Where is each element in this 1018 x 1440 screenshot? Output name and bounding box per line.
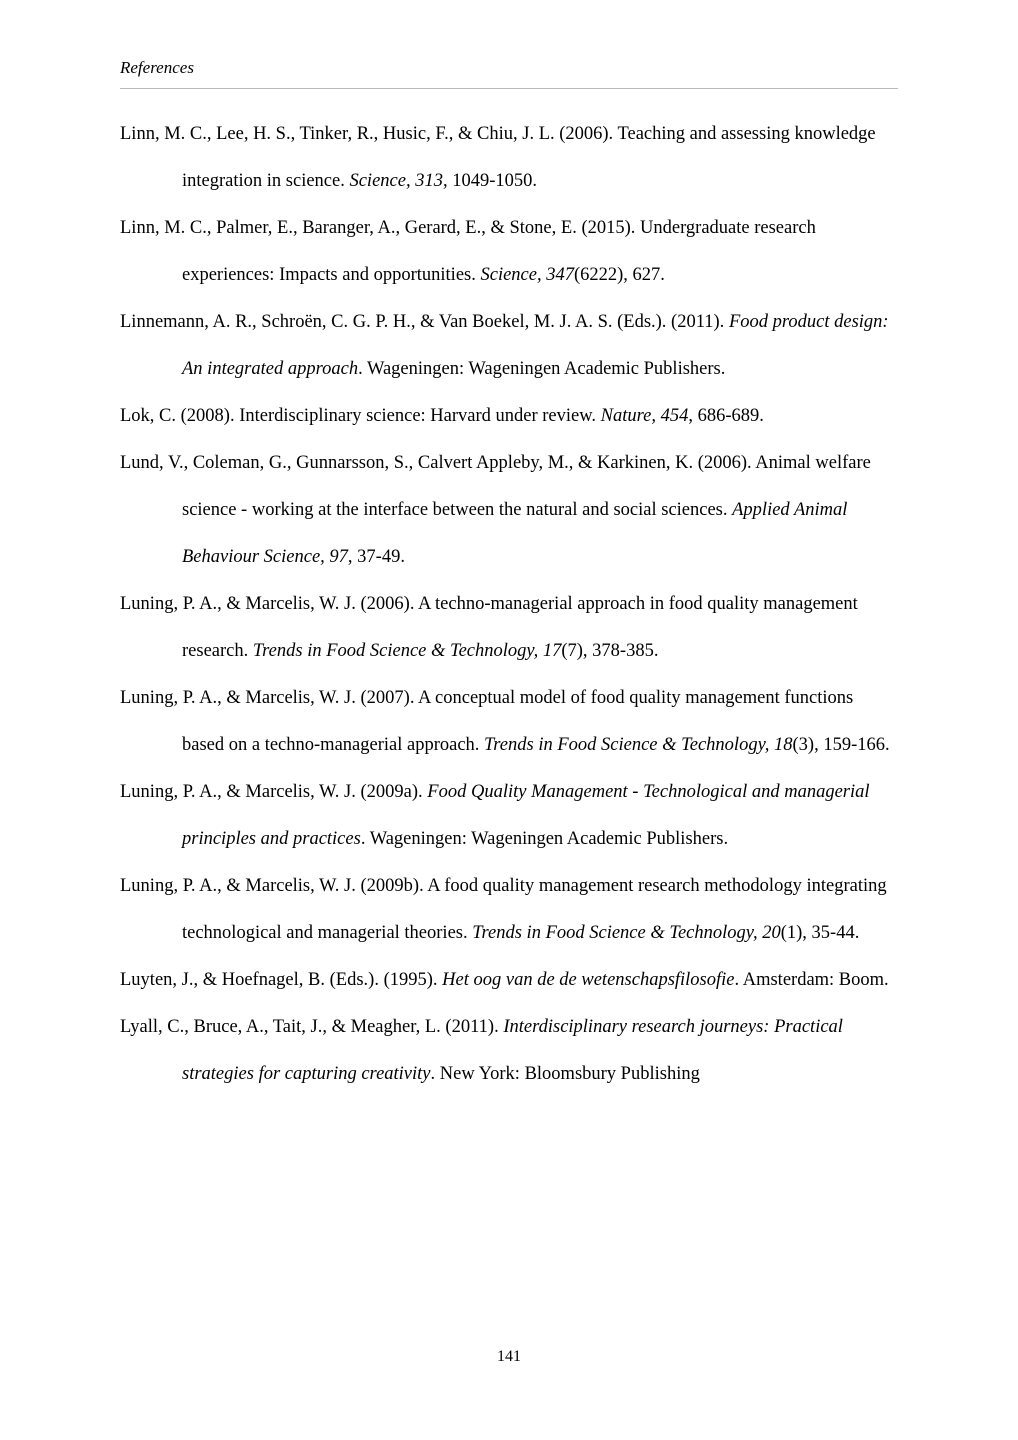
reference-text: . New York: Bloomsbury Publishing xyxy=(430,1064,700,1084)
reference-title-italic: Food product design: An integrated approach xyxy=(182,312,889,379)
reference-text: Lund, V., Coleman, G., Gunnarsson, S., Calvert Appleby, M., & Karkinen, K. (2006). Animal welfare science - working at the interface between the natural and social sciences. xyxy=(120,453,871,520)
reference-entry xyxy=(120,111,898,205)
references-list xyxy=(120,111,898,1098)
reference-text: , 1049-1050. xyxy=(442,171,538,191)
reference-text: . Amsterdam: Boom. xyxy=(734,970,889,990)
reference-entry xyxy=(120,581,898,675)
reference-text: . Wageningen: Wageningen Academic Publishers. xyxy=(358,359,726,379)
reference-text: Linnemann, A. R., Schroën, C. G. P. H., & Van Boekel, M. J. A. S. (Eds.). (2011). xyxy=(120,312,729,332)
reference-text: (3), 159-166. xyxy=(792,735,890,755)
reference-entry xyxy=(120,675,898,769)
reference-title-italic: Science, 347 xyxy=(480,265,574,285)
reference-text: Luyten, J., & Hoefnagel, B. (Eds.). (1995). xyxy=(120,970,443,990)
reference-entry xyxy=(120,769,898,863)
reference-entry xyxy=(120,1004,898,1098)
reference-text: Luning, P. A., & Marcelis, W. J. (2009a). xyxy=(120,782,428,802)
reference-text: (7), 378-385. xyxy=(561,641,659,661)
reference-text: Lok, C. (2008). Interdisciplinary science: Harvard under review. xyxy=(120,406,601,426)
reference-text: Luning, P. A., & Marcelis, W. J. (2006). A techno-managerial approach in food quality management research. xyxy=(120,594,858,661)
reference-title-italic: Science, 313 xyxy=(349,171,443,191)
reference-entry xyxy=(120,440,898,581)
reference-entry xyxy=(120,299,898,393)
reference-text: , 37-49. xyxy=(347,547,405,567)
reference-text: . Wageningen: Wageningen Academic Publishers. xyxy=(360,829,729,849)
reference-title-italic: Interdisciplinary research journeys: Practical strategies for capturing creativity xyxy=(182,1017,843,1084)
reference-entry xyxy=(120,393,898,440)
running-head: References xyxy=(120,58,194,77)
header-rule xyxy=(120,88,898,89)
page-footer xyxy=(0,1348,1018,1366)
reference-title-italic: Trends in Food Science & Technology, 17 xyxy=(252,641,562,661)
reference-entry xyxy=(120,205,898,299)
page-header xyxy=(120,0,898,89)
reference-title-italic: Applied Animal Behaviour Science, 97 xyxy=(182,500,848,567)
reference-text: (6222), 627. xyxy=(573,265,665,285)
reference-text: Luning, P. A., & Marcelis, W. J. (2007). A conceptual model of food quality management functions based on a techno-managerial approach. xyxy=(120,688,854,755)
reference-entry xyxy=(120,957,898,1004)
reference-text: Linn, M. C., Lee, H. S., Tinker, R., Husic, F., & Chiu, J. L. (2006). Teaching and assessing knowledge integration in science. xyxy=(120,124,876,191)
page-number: 141 xyxy=(497,1348,521,1365)
reference-entry xyxy=(120,863,898,957)
reference-text: Lyall, C., Bruce, A., Tait, J., & Meagher, L. (2011). xyxy=(120,1017,504,1037)
reference-title-italic: Food Quality Management - Technological and managerial principles and practices xyxy=(182,782,870,849)
reference-text: Linn, M. C., Palmer, E., Baranger, A., Gerard, E., & Stone, E. (2015). Undergraduate research experiences: Impacts and opportunities. xyxy=(120,218,816,285)
reference-title-italic: Het oog van de de wetenschapsfilosofie xyxy=(442,970,735,990)
reference-text: Luning, P. A., & Marcelis, W. J. (2009b). A food quality management research methodology integrating technological and managerial theories. xyxy=(120,876,887,943)
reference-title-italic: Trends in Food Science & Technology, 20 xyxy=(472,923,781,943)
reference-text: , 686-689. xyxy=(688,406,764,426)
reference-title-italic: Trends in Food Science & Technology, 18 xyxy=(484,735,793,755)
reference-title-italic: Nature, 454 xyxy=(600,406,689,426)
reference-text: (1), 35-44. xyxy=(780,923,860,943)
